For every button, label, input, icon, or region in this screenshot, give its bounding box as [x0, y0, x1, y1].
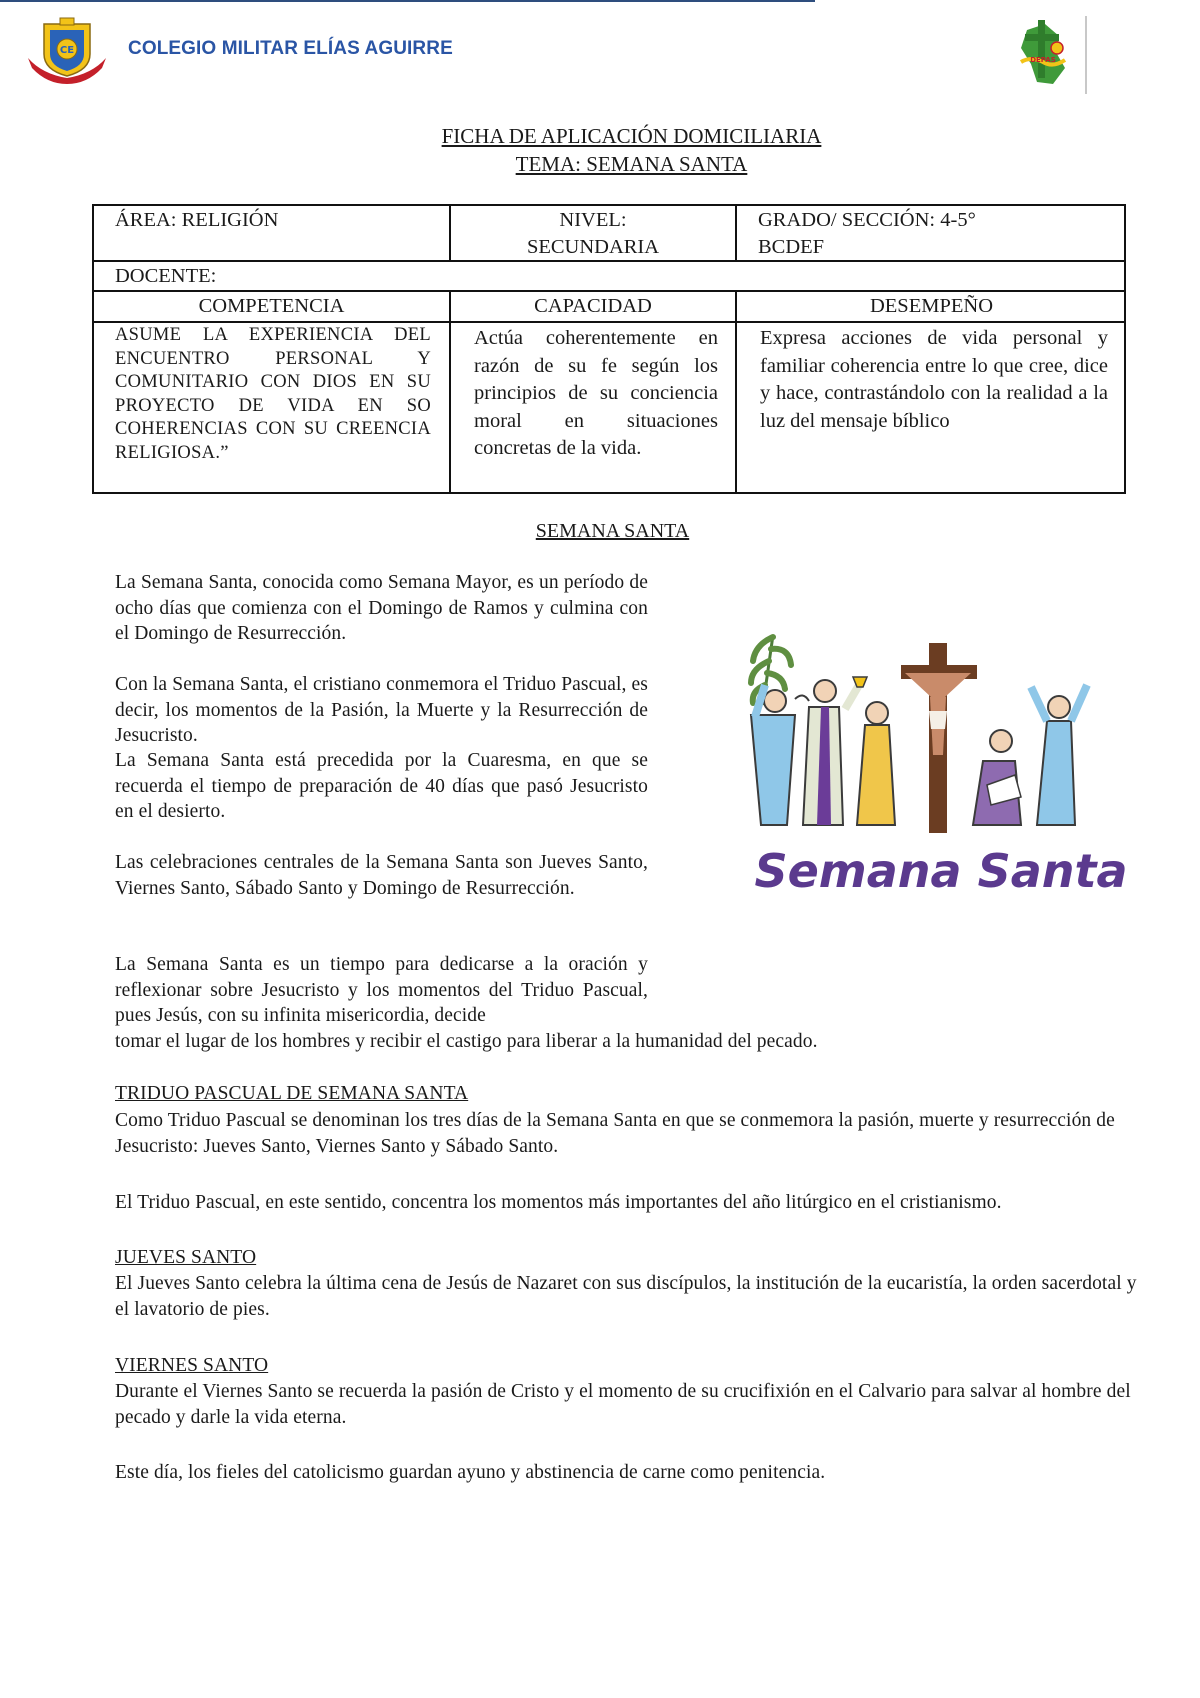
grado-seccion: GRADO/ SECCIÓN: 4-5°: [758, 209, 976, 231]
header-capacidad: CAPACIDAD: [534, 295, 652, 317]
paragraph-celebraciones: Las celebraciones centrales de la Semana Santa son Jueves Santo, Viernes Santo, Sábado Santo y Domingo de Resurrección.: [115, 852, 648, 899]
header-desempeno: DESEMPEÑO: [869, 295, 993, 317]
paragraph-jueves-santo: El Jueves Santo celebra la última cena de Jesús de Nazaret con sus discípulos, la institución de la eucaristía, la orden sacerdotal y el lavatorio de pies.: [115, 1273, 1137, 1320]
table-rule: [735, 290, 737, 494]
table-rule: [92, 321, 1126, 323]
school-name: COLEGIO MILITAR ELÍAS AGUIRRE: [128, 38, 453, 59]
figure-yellow-icon: [857, 702, 895, 825]
desempeno-text: Expresa acciones de vida personal y familiar coherencia entre lo que cree, dice y hace, contrastándolo con la realidad a la luz del mensaje bíblico: [760, 327, 1108, 432]
heading-triduo: TRIDUO PASCUAL DE SEMANA SANTA: [115, 1083, 469, 1104]
crucifix-icon: [901, 643, 977, 833]
paragraph-triduo-def: Como Triduo Pascual se denominan los tres días de la Semana Santa en que se conmemora la pasión, muerte y resurrección de Jesucristo: Jueves Santo, Viernes Santo y Sábado Santo.: [115, 1110, 1115, 1157]
school-crest-icon: [22, 16, 112, 86]
capacidad-text: Actúa coherentemente en razón de su fe según los principios de su conciencia moral en situaciones concretas de la vida.: [474, 327, 718, 459]
area-cell: ÁREA: RELIGIÓN: [115, 209, 279, 231]
page-header: [22, 14, 1122, 96]
figure-kneeling-icon: [973, 730, 1021, 825]
paragraph-ayuno: Este día, los fieles del catolicismo guardan ayuno y abstinencia de carne como penitencia.: [115, 1462, 826, 1483]
paragraph-oracion: La Semana Santa es un tiempo para dedicarse a la oración y reflexionar sobre Jesucristo y los momentos del Triduo Pascual, pues Jesús, con su infinita misericordia, decide: [115, 954, 648, 1026]
paragraph-intro: La Semana Santa, conocida como Semana Mayor, es un período de ocho días que comienza con el Domingo de Ramos y culmina con el Domingo de Resurrección.: [115, 572, 648, 644]
figure-lightblue-icon: [1031, 685, 1087, 825]
document-title: FICHA DE APLICACIÓN DOMICILIARIA: [441, 124, 822, 148]
svg-text:DEPAS: DEPAS: [1030, 56, 1056, 64]
figure-blue-icon: [751, 685, 795, 825]
ugel-cross-map-icon: [1007, 18, 1079, 88]
heading-viernes-santo: VIERNES SANTO: [115, 1355, 269, 1376]
paragraph-triduo-intro: Con la Semana Santa, el cristiano conmemora el Triduo Pascual, es decir, los momentos de la Pasión, la Muerte y la Resurrección de Jesucristo.: [115, 674, 648, 746]
top-border-line: [0, 0, 815, 2]
illustration-caption: Semana Santa: [754, 844, 1128, 898]
competencia-text: ASUME LA EXPERIENCIA DEL ENCUENTRO PERSONAL Y COMUNITARIO CON DIOS EN SU PROYECTO DE VIDA EN SO COHERENCIAS CON SU CREENCIA RELIGIOSA.”: [115, 325, 431, 463]
table-rule: [735, 204, 737, 261]
section-title: SEMANA SANTA: [535, 520, 690, 542]
header-competencia: COMPETENCIA: [198, 295, 345, 317]
table-rule: [449, 290, 451, 494]
docente-label: DOCENTE:: [115, 265, 217, 287]
document-subtitle: TEMA: SEMANA SANTA: [515, 152, 748, 176]
header-divider: [1085, 16, 1087, 94]
paragraph-triduo-importance: El Triduo Pascual, en este sentido, concentra los momentos más importantes del año litúrgico en el cristianismo.: [115, 1192, 1002, 1213]
nivel-value: SECUNDARIA: [526, 236, 660, 258]
semana-santa-illustration-icon: [725, 625, 1145, 935]
paragraph-cuaresma: La Semana Santa está precedida por la Cuaresma, en que se recuerda el tiempo de preparación de 40 días que pasó Jesucristo en el desierto.: [115, 750, 648, 822]
figure-purple-icon: [795, 677, 867, 825]
heading-jueves-santo: JUEVES SANTO: [115, 1247, 257, 1268]
paragraph-viernes-santo: Durante el Viernes Santo se recuerda la pasión de Cristo y el momento de su crucifixión en el Calvario para salvar al hombre del pecado y darle la vida eterna.: [115, 1381, 1131, 1428]
svg-text:CE: CE: [59, 45, 75, 56]
paragraph-oracion-end: tomar el lugar de los hombres y recibir el castigo para liberar a la humanidad del pecado.: [115, 1031, 818, 1052]
grado-seccion-letters: BCDEF: [758, 236, 825, 258]
nivel-label: NIVEL:: [559, 209, 627, 231]
